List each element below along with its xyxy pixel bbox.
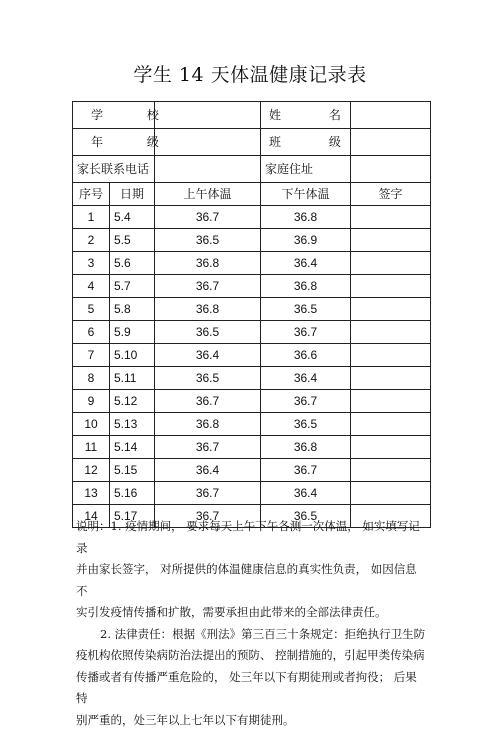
header-am-temp: 上午体温: [155, 183, 261, 206]
temperature-record-table: [72, 101, 431, 528]
row-am-temp: 36.7: [155, 206, 261, 229]
row-date: 5.9: [110, 321, 155, 344]
row-date: 5.15: [110, 459, 155, 482]
row-number: 8: [73, 367, 110, 390]
row-signature[interactable]: [351, 344, 431, 367]
row-date: 5.5: [110, 229, 155, 252]
table-row: [73, 413, 431, 436]
page-title: 学生 14 天体温健康记录表: [0, 60, 500, 87]
note-line: 传播或者有传播严重危险的， 处三年以下有期徒刑或者拘役； 后果特: [76, 667, 426, 710]
row-am-temp: 36.5: [155, 229, 261, 252]
row-number: 7: [73, 344, 110, 367]
row-pm-temp: 36.6: [261, 344, 351, 367]
row-pm-temp: 36.5: [261, 505, 351, 528]
row-pm-temp: 36.5: [261, 298, 351, 321]
row-date: 5.11: [110, 367, 155, 390]
row-signature[interactable]: [351, 298, 431, 321]
row-signature[interactable]: [351, 229, 431, 252]
row-number: 1: [73, 206, 110, 229]
note-line: 别严重的，处三年以上七年以下有期徒刑。: [76, 710, 426, 731]
note-line: 并由家长签字， 对所提供的体温健康信息的真实性负责， 如因信息不: [76, 559, 426, 602]
table-row: [73, 298, 431, 321]
row-pm-temp: 36.8: [261, 275, 351, 298]
grade-label: 年 级: [73, 129, 155, 156]
row-date: 5.14: [110, 436, 155, 459]
row-am-temp: 36.8: [155, 252, 261, 275]
table-row: [73, 206, 431, 229]
table-row: [73, 229, 431, 252]
row-signature[interactable]: [351, 413, 431, 436]
row-number: 5: [73, 298, 110, 321]
table-row: [73, 459, 431, 482]
table-row: [73, 482, 431, 505]
parent-phone-field[interactable]: [155, 156, 261, 183]
row-pm-temp: 36.4: [261, 482, 351, 505]
info-row-contact: [73, 156, 431, 183]
row-date: 5.8: [110, 298, 155, 321]
row-pm-temp: 36.5: [261, 413, 351, 436]
parent-phone-label: 家长联系电话: [73, 156, 155, 183]
row-am-temp: 36.7: [155, 505, 261, 528]
row-date: 5.16: [110, 482, 155, 505]
header-pm-temp: 下午体温: [261, 183, 351, 206]
row-pm-temp: 36.4: [261, 252, 351, 275]
row-date: 5.13: [110, 413, 155, 436]
name-label: 姓 名: [261, 102, 351, 129]
row-number: 12: [73, 459, 110, 482]
row-date: 5.7: [110, 275, 155, 298]
info-row-school: [73, 102, 431, 129]
row-date: 5.17: [110, 505, 155, 528]
table-row: [73, 252, 431, 275]
row-date: 5.6: [110, 252, 155, 275]
row-am-temp: 36.7: [155, 436, 261, 459]
row-signature[interactable]: [351, 482, 431, 505]
address-label: 家庭住址: [261, 156, 351, 183]
row-pm-temp: 36.7: [261, 321, 351, 344]
row-am-temp: 36.7: [155, 482, 261, 505]
note-line: 疫机构依照传染病防治法提出的预防、 控制措施的，引起甲类传染病: [76, 645, 426, 667]
table-row: [73, 275, 431, 298]
row-pm-temp: 36.9: [261, 229, 351, 252]
address-field[interactable]: [351, 156, 431, 183]
row-number: 11: [73, 436, 110, 459]
row-signature[interactable]: [351, 252, 431, 275]
header-no: 序号: [73, 183, 110, 206]
row-number: 3: [73, 252, 110, 275]
row-signature[interactable]: [351, 436, 431, 459]
info-row-grade: [73, 129, 431, 156]
note-line: 2. 法律责任：根据《刑法》第三百三十条规定：拒绝执行卫生防: [76, 624, 426, 646]
header-date: 日期: [110, 183, 155, 206]
row-pm-temp: 36.7: [261, 459, 351, 482]
row-am-temp: 36.8: [155, 413, 261, 436]
notes-section: [76, 516, 426, 731]
row-signature[interactable]: [351, 206, 431, 229]
row-number: 4: [73, 275, 110, 298]
row-am-temp: 36.7: [155, 275, 261, 298]
row-pm-temp: 36.4: [261, 367, 351, 390]
table-row: [73, 367, 431, 390]
table-row: [73, 436, 431, 459]
row-date: 5.4: [110, 206, 155, 229]
header-signature: 签字: [351, 183, 431, 206]
row-pm-temp: 36.8: [261, 436, 351, 459]
row-signature[interactable]: [351, 459, 431, 482]
table-row: [73, 344, 431, 367]
row-am-temp: 36.5: [155, 321, 261, 344]
row-pm-temp: 36.7: [261, 390, 351, 413]
row-number: 9: [73, 390, 110, 413]
class-label: 班 级: [261, 129, 351, 156]
row-pm-temp: 36.8: [261, 206, 351, 229]
column-header-row: [73, 183, 431, 206]
row-number: 10: [73, 413, 110, 436]
row-am-temp: 36.4: [155, 459, 261, 482]
row-date: 5.12: [110, 390, 155, 413]
row-am-temp: 36.4: [155, 344, 261, 367]
school-label: 学 校: [73, 102, 155, 129]
row-number: 14: [73, 505, 110, 528]
table-row: [73, 390, 431, 413]
row-am-temp: 36.5: [155, 367, 261, 390]
row-number: 2: [73, 229, 110, 252]
row-number: 13: [73, 482, 110, 505]
note-line: 实引发疫情传播和扩散，需要承担由此带来的全部法律责任。: [76, 602, 426, 624]
row-signature[interactable]: [351, 367, 431, 390]
row-signature[interactable]: [351, 275, 431, 298]
row-signature[interactable]: [351, 321, 431, 344]
row-signature[interactable]: [351, 390, 431, 413]
row-date: 5.10: [110, 344, 155, 367]
row-am-temp: 36.8: [155, 298, 261, 321]
table-row: [73, 321, 431, 344]
note-line: 说明：1. 疫情期间， 要求每天上午下午各测一次体温， 如实填写记录: [76, 516, 426, 559]
row-am-temp: 36.7: [155, 390, 261, 413]
row-number: 6: [73, 321, 110, 344]
